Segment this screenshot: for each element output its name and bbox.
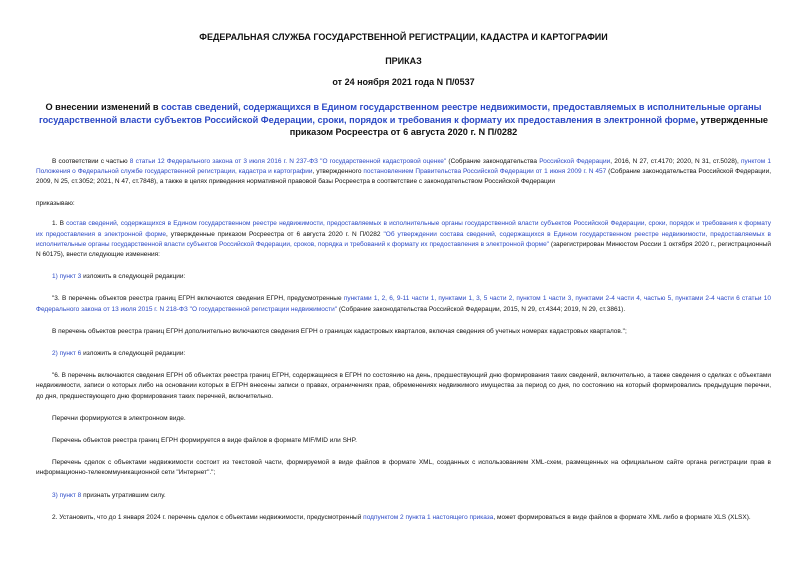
paragraph-point-6: "6. В перечень включаются сведения ЕГРН об объектах реестра границ ЕГРН, содержащиеся в ЕГРН по состоянию на день, предшествующий дню формирования таких сведений, включительно, а также сведения о сделках с объектами недвижимости, записи о которых либо на основании которых в ЕГРН внесены записи о правах, ограничениях прав, обременениях недвижимого имущества за период со дня, по состоянию на который формировались предыдущие перечни, до дня, предшествующего дню формирования таких перечней, включительно. [36, 372, 771, 400]
subpoint-2-link[interactable]: подпунктом 2 пункта 1 настоящего приказа [363, 513, 494, 521]
regulation-link[interactable]: пунктом 1 Положения о Федеральной службе государственной регистрации, кадастра и картографии [36, 157, 772, 175]
law-218-link[interactable]: пунктами 1, 2, 6, 9-11 части 1, пунктами 1, 3, 5 части 2, пунктом 1 части 3, пунктами 2-4 части 4, частью 5, пунктами 2-4 части 6 статьи 10 Федерального закона от 13 июля 2015 г. N 218-ФЗ "О государственной регистрации недвижимости" [36, 295, 771, 313]
law-237-link[interactable]: 8 статьи 12 Федерального закона от 3 июля 2016 г. N 237-ФЗ "О государственной кадастровой оценке" [129, 157, 447, 165]
paragraph-item-2 [36, 513, 771, 523]
document-type: ПРИКАЗ [385, 56, 422, 66]
text: , может формироваться в виде файлов в формате XML либо в формате XLS (XLSX). [493, 513, 751, 521]
text: (Собрание законодательства Российской Федерации, 2015, N 29, ст.4344; 2019, N 29, ст.3861). [337, 305, 626, 313]
text: (зарегистрирован Минюстом России 1 октября 2020 г., регистрационный N 60175), внести следующие изменения: [36, 240, 771, 258]
text: , 2016, N 27, ст.4170; 2020, N 31, ст.5028), [610, 157, 741, 165]
text: 1. В [52, 220, 67, 228]
paragraph-item-1 [36, 219, 771, 260]
agency-heading: ФЕДЕРАЛЬНАЯ СЛУЖБА ГОСУДАРСТВЕННОЙ РЕГИСТРАЦИИ, КАДАСТРА И КАРТОГРАФИИ [199, 32, 608, 42]
text: 2. Установить, что до 1 января 2024 г. перечень сделок с объектами недвижимости, предусмотренный [52, 513, 364, 521]
title-link[interactable]: состав сведений, содержащихся в Едином государственном реестре недвижимости, предоставляемых в исполнительные органы государственной власти субъектов Российской Федерации, сроки, порядок и требования к формату их предоставления в электронной форме [38, 102, 762, 125]
document-body [36, 157, 771, 523]
paragraph-format: Перечень объектов реестра границ ЕГРН формируется в виде файлов в формате MIF/MID или SHP. [52, 436, 357, 444]
paragraph-order: приказываю: [36, 200, 75, 208]
text: , утвержденного [312, 167, 364, 175]
paragraph-transactions: Перечень сделок с объектами недвижимости состоит из текстовой части, формируемой в виде файлов в формате XML, созданных с использованием XML-схем, размещенных на официальном сайте органа регистрации прав в информационно-телекоммуникационной сети "Интернет"."; [36, 459, 771, 477]
paragraph-electronic: Перечни формируются в электронном виде. [52, 414, 186, 422]
text: (Собрание законодательства Российской Федерации, 2009, N 25, ст.3052; 2021, N 47, ст.7848), а также в целях приведения нормативной правовой базы Росреестра в соответствие с законодательством Российской Федерации [36, 167, 772, 185]
text: (Собрание законодательства [446, 157, 540, 165]
document-date: от 24 ноября 2021 года N П/0537 [332, 77, 475, 87]
rf-link[interactable]: Российской Федерации [539, 157, 611, 165]
paragraph-subitem-2 [36, 349, 771, 359]
title-prefix: О внесении изменений в [45, 102, 162, 112]
decree-457-link[interactable]: постановлением Правительства Российской Федерации от 1 июня 2009 г. N 457 [363, 167, 607, 175]
title-suffix: , утвержденные приказом Росреестра от 6 августа 2020 г. N П/0282 [289, 114, 769, 137]
point-3-link[interactable]: 1) пункт 3 [52, 273, 82, 281]
text: В соответствии с частью [52, 157, 130, 165]
text: , утвержденные приказом Росреестра от 6 августа 2020 г. N П/0282 [166, 230, 384, 238]
paragraph-subitem-3 [36, 491, 771, 501]
text: признать утратившим силу. [81, 491, 166, 499]
paragraph-preamble [36, 157, 771, 188]
composition-link[interactable]: состав сведений, содержащихся в Едином государственном реестре недвижимости, предоставляемых в исполнительные органы государственной власти субъектов Российской Федерации, сроки, порядок и требования к формату их предоставления в электронной форме [36, 220, 772, 238]
point-6-link[interactable]: 2) пункт 6 [52, 349, 82, 357]
order-0282-link[interactable]: "Об утверждении состава сведений, содержащихся в Едином государственном реестре недвижимости, предоставляемых в исполнительные органы государственной власти субъектов Российской Федерации, сроков, порядка и требований к формату их предоставления в электронной форме" [36, 230, 772, 248]
point-8-link[interactable]: 3) пункт 8 [52, 491, 82, 499]
document-title [36, 101, 771, 139]
paragraph-subitem-1 [36, 272, 771, 282]
text: изложить в следующей редакции: [81, 273, 186, 281]
text: изложить в следующей редакции: [81, 349, 186, 357]
text: "3. В перечень объектов реестра границ ЕГРН включаются сведения ЕГРН, предусмотренные [52, 295, 344, 303]
paragraph-quarters: В перечень объектов реестра границ ЕГРН дополнительно включаются сведения ЕГРН о границах кадастровых кварталов, включая сведения об учетных номерах кадастровых кварталов."; [52, 327, 627, 335]
paragraph-point-3 [36, 294, 771, 314]
